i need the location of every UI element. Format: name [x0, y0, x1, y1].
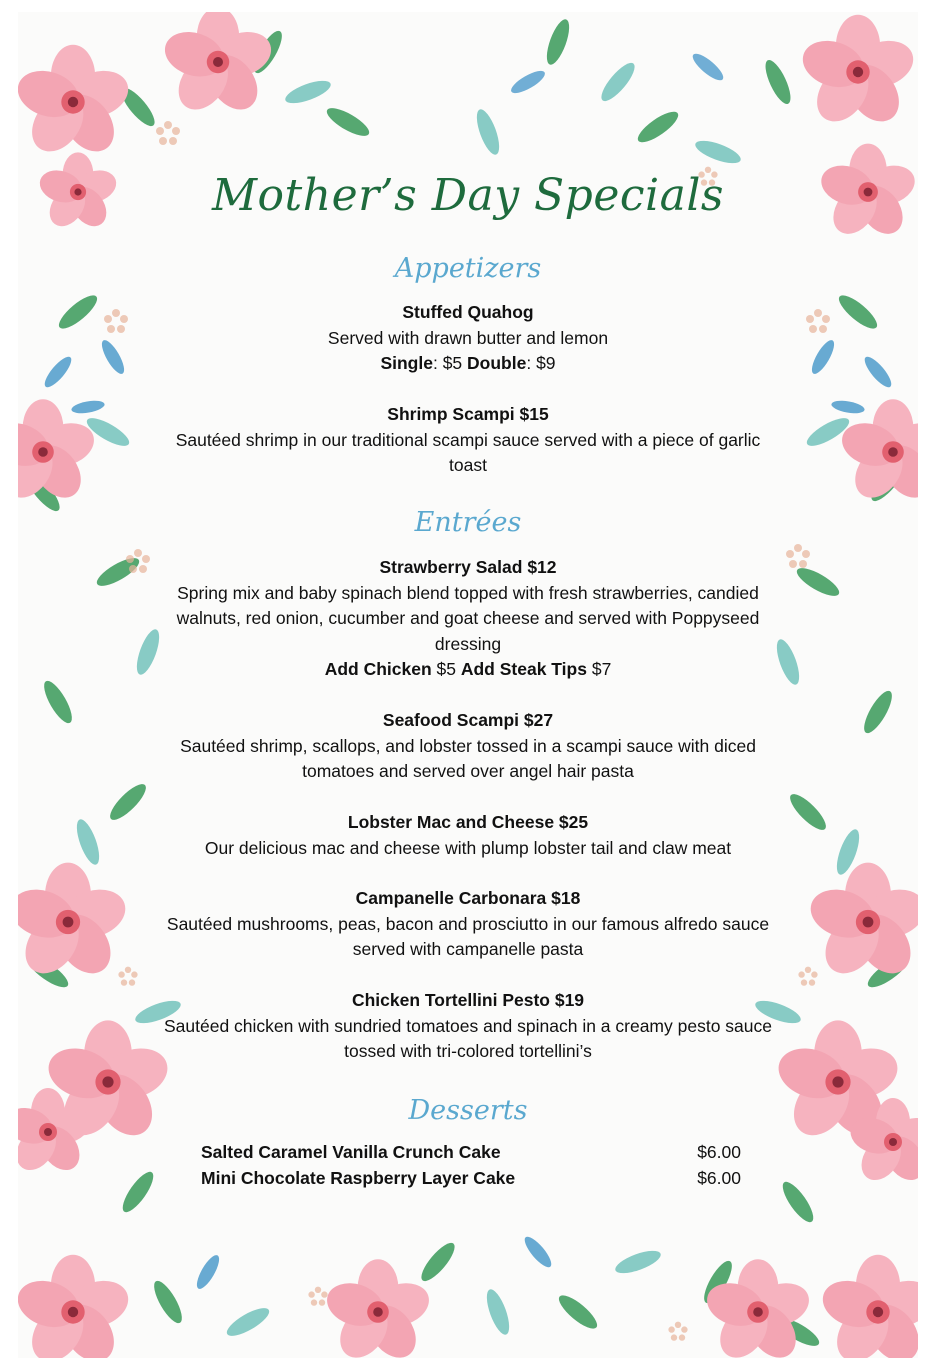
item-name: Chicken Tortellini Pesto $19 [351, 990, 585, 1010]
option-price: : $5 [432, 353, 468, 374]
menu-item-strawberry-salad [158, 555, 778, 683]
item-description: Sautéed shrimp in our traditional scampi sauce served with a piece of garlic toast [175, 429, 761, 476]
menu-page [18, 12, 918, 1358]
menu-item-seafood-scampi [158, 708, 778, 785]
entrees-heading: Entrées [414, 507, 522, 538]
menu-item-lobster-mac [158, 810, 778, 861]
item-name: Campanelle Carbonara $18 [355, 888, 581, 908]
item-description: Spring mix and baby spinach blend topped with fresh strawberries, candied walnuts, red onion, cucumber and goat cheese and served with Poppyseed dressing [176, 582, 760, 654]
menu-title: Mother’s Day Specials [212, 170, 724, 221]
dessert-name: Mini Chocolate Raspberry Layer Cake [201, 1167, 516, 1188]
item-description: Served with drawn butter and lemon [327, 327, 609, 348]
item-pricing [158, 351, 778, 377]
dessert-price: $6.00 [697, 1167, 741, 1188]
item-description: Sautéed chicken with sundried tomatoes and spinach in a creamy pesto sauce tossed with tri-colored tortellini’s [164, 1015, 772, 1062]
dessert-row [201, 1140, 741, 1166]
dessert-list [201, 1140, 741, 1191]
option-label: Single [380, 353, 433, 374]
appetizers-heading: Appetizers [394, 253, 542, 284]
item-description: Sautéed shrimp, scallops, and lobster tossed in a scampi sauce with diced tomatoes and served over angel hair pasta [180, 735, 756, 782]
addon-label: Add Steak Tips [460, 659, 587, 680]
item-name: Strawberry Salad $12 [379, 557, 557, 577]
addon-price: $7 [586, 659, 612, 680]
item-name: Lobster Mac and Cheese $25 [347, 812, 589, 832]
addon-price: $5 [431, 659, 461, 680]
addon-label: Add Chicken [324, 659, 432, 680]
item-description: Sautéed mushrooms, peas, bacon and prosciutto in our famous alfredo sauce served with campanelle pasta [166, 913, 770, 960]
menu-item-chicken-tortellini [158, 988, 778, 1065]
dessert-name: Salted Caramel Vanilla Crunch Cake [201, 1142, 501, 1162]
item-name: Shrimp Scampi $15 [387, 404, 549, 424]
dessert-row [201, 1166, 741, 1192]
item-addons [158, 657, 778, 683]
menu-item-stuffed-quahog [158, 300, 778, 377]
item-name: Seafood Scampi $27 [382, 710, 554, 730]
option-price: : $9 [526, 353, 556, 374]
menu-item-shrimp-scampi [158, 402, 778, 479]
item-name: Stuffed Quahog [402, 302, 534, 322]
menu-content [18, 12, 918, 1358]
menu-item-campanelle-carbonara [158, 886, 778, 963]
item-description: Our delicious mac and cheese with plump lobster tail and claw meat [204, 837, 732, 858]
desserts-heading: Desserts [408, 1095, 528, 1126]
dessert-price: $6.00 [697, 1142, 741, 1162]
option-label: Double [467, 353, 527, 374]
